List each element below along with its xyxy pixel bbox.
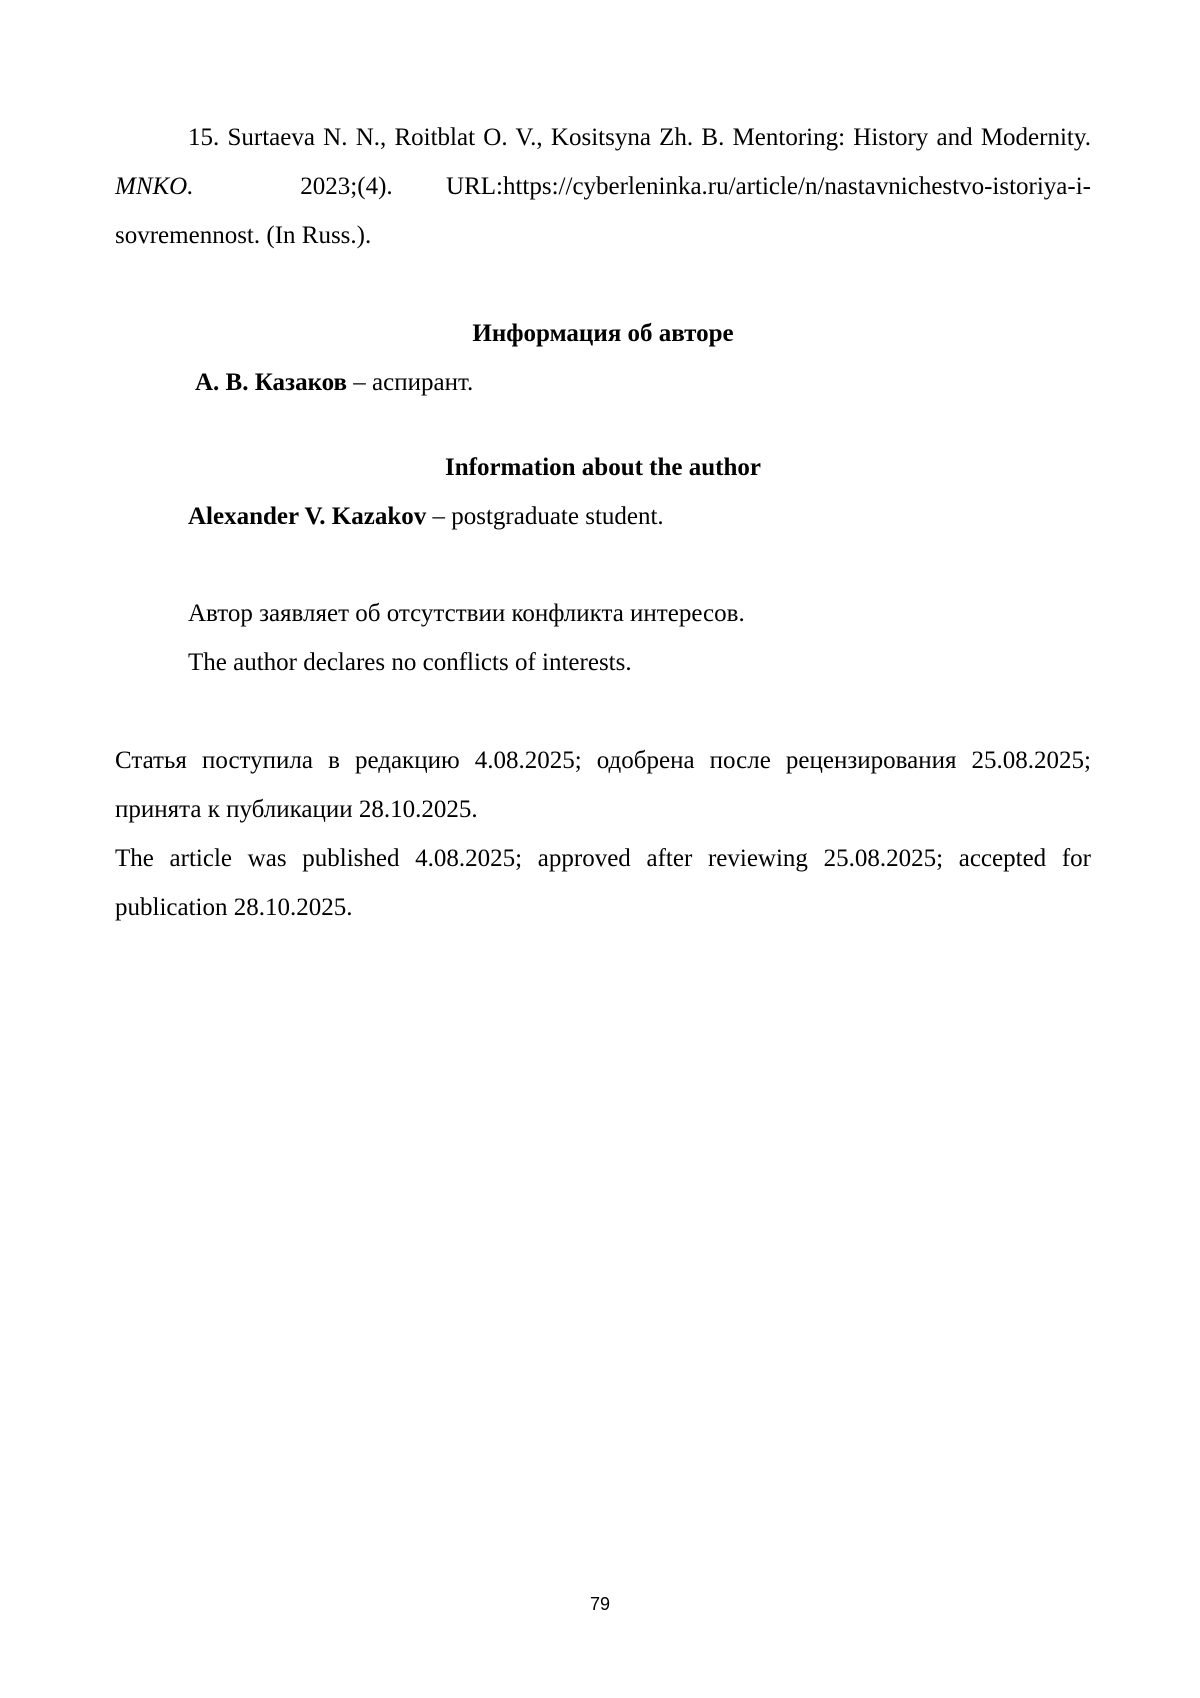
author-role-ru: – аспирант. (347, 369, 474, 396)
conflict-declaration-ru: Автор заявляет об отсутствии конфликта интересов. (188, 600, 745, 627)
author-info-heading-ru: Информация об авторе (472, 320, 734, 347)
reference-details: 2023;(4). URL:https://cyberleninka.ru/article/n/nastavnichestvo-istoriya-i-sovremennost. (In Russ.). (115, 173, 1092, 249)
page-number: 79 (589, 1594, 611, 1614)
journal-name: MNKO. (115, 173, 194, 200)
reference-entry (115, 113, 1091, 260)
author-role-en: – postgraduate student. (426, 503, 664, 530)
author-info-en (115, 492, 1091, 541)
author-name-en: Alexander V. Kazakov (188, 503, 427, 530)
conflict-declaration-en: The author declares no conflicts of interests. (188, 649, 632, 676)
page-content (115, 113, 1091, 932)
author-info-ru (115, 358, 1091, 407)
article-dates-en: The article was published 4.08.2025; approved after reviewing 25.08.2025; accepted for publication 28.10.2025. (115, 845, 1091, 921)
author-info-heading-en: Information about the author (445, 454, 761, 481)
reference-text: 15. Surtaeva N. N., Roitblat O. V., Kositsyna Zh. B. Mentoring: History and Modernity. (188, 124, 1091, 151)
article-dates-ru: Статья поступила в редакцию 4.08.2025; одобрена после рецензирования 25.08.2025; принята к публикации 28.10.2025. (115, 747, 1091, 823)
author-name-ru: А. В. Казаков (195, 369, 348, 396)
